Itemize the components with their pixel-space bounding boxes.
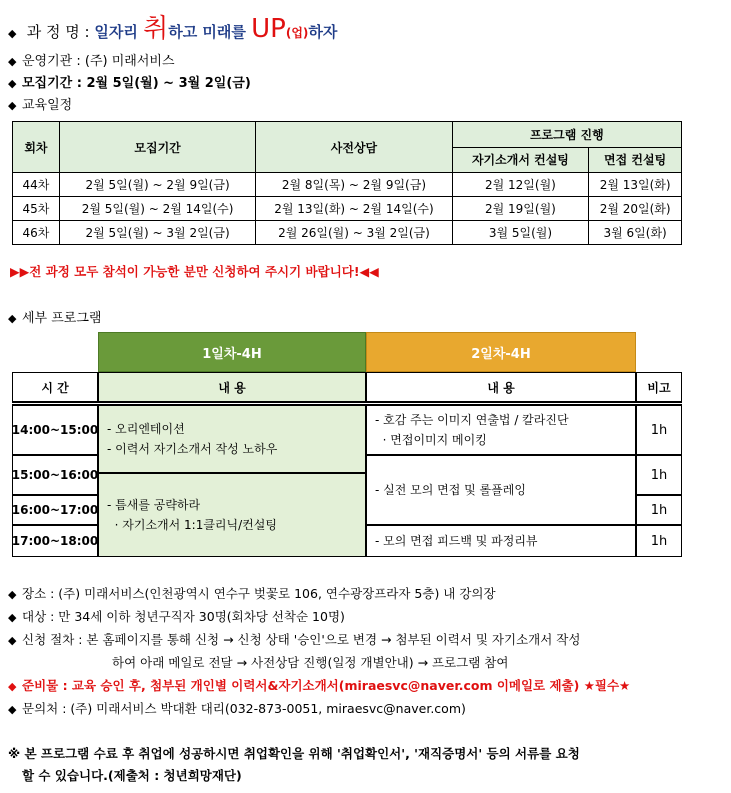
note-cell: 1h <box>636 525 682 557</box>
row-pre: 2월 13일(화) ~ 2월 14일(수) <box>256 197 452 221</box>
title-up: UP <box>251 14 286 44</box>
diamond-bullet-icon: ◆ <box>8 703 17 716</box>
content-line: · 면접이미지 메이킹 <box>375 433 487 447</box>
note-cell: 1h <box>636 455 682 495</box>
schedule-row <box>13 197 682 221</box>
title-part3: 하자 <box>308 23 338 41</box>
header-pre: 사전상담 <box>256 122 452 173</box>
diamond-bullet-icon: ◆ <box>8 312 17 325</box>
day2-block-image <box>366 405 636 455</box>
schedule-row <box>13 221 682 245</box>
procedure-line <box>8 630 580 648</box>
title-chwi: 취 <box>143 14 169 44</box>
contact-text: 문의처 : (주) 미래서비스 박대환 대리(032-873-0051, miraesvc@naver.com) <box>22 701 466 716</box>
schedule-label: 교육일정 <box>22 98 73 113</box>
target-text: 대상 : 만 34세 이하 청년구직자 30명(회차당 선착순 10명) <box>22 609 345 624</box>
day1-block-orientation <box>98 405 366 473</box>
day2-header: 2일차-4H <box>366 332 636 372</box>
schedule-table <box>12 121 682 245</box>
footnote-line-1: ※ 본 프로그램 수료 후 취업에 성공하시면 취업확인을 위해 '취업확인서', '재직증명서' 등의 서류를 요청 <box>8 746 580 761</box>
diamond-bullet-icon: ◆ <box>8 611 17 624</box>
detail-label: 세부 프로그램 <box>22 311 102 326</box>
detail-label-line <box>8 307 101 326</box>
day1-header: 1일차-4H <box>98 332 366 372</box>
org-text: 운영기관 : (주) 미래서비스 <box>22 54 175 69</box>
notice-text: ▶▶전 과정 모두 참석이 가능한 분만 신청하여 주시기 바랍니다!◀◀ <box>10 264 379 279</box>
col-time: 시 간 <box>12 372 98 402</box>
prep-text: 준비물 : 교육 승인 후, 첨부된 개인별 이력서&자기소개서(miraesvc@naver.com 이메일로 제출) ★필수★ <box>22 678 631 693</box>
time-cell: 17:00~18:00 <box>12 525 98 557</box>
content-line: - 오리엔테이션 <box>107 422 185 436</box>
schedule-row <box>13 173 682 197</box>
diamond-bullet-icon: ◆ <box>8 99 17 112</box>
time-cell: 16:00~17:00 <box>12 495 98 525</box>
day2-block-feedback <box>366 525 636 557</box>
recruit-line <box>8 72 251 91</box>
note-cell: 1h <box>636 495 682 525</box>
header-period: 모집기간 <box>59 122 255 173</box>
title-part2: 하고 미래를 <box>168 23 252 41</box>
header-interview: 면접 컨설팅 <box>589 147 682 173</box>
content-line: - 이력서 자기소개서 작성 노하우 <box>107 442 278 456</box>
title-part1: 일자리 <box>94 23 144 41</box>
recruit-text: 모집기간 : 2월 5일(월) ~ 3월 2일(금) <box>22 76 251 91</box>
row-period: 2월 5일(월) ~ 3월 2일(금) <box>59 221 255 245</box>
target-line <box>8 607 345 625</box>
row-interview: 2월 13일(화) <box>589 173 682 197</box>
content-line: - 실전 모의 면접 및 롤플레잉 <box>375 483 526 497</box>
row-round: 46차 <box>13 221 60 245</box>
title-label: 과 정 명 : <box>26 23 95 41</box>
row-round: 45차 <box>13 197 60 221</box>
row-interview: 3월 6일(화) <box>589 221 682 245</box>
place-line <box>8 584 496 602</box>
row-period: 2월 5일(월) ~ 2월 14일(수) <box>59 197 255 221</box>
col-note: 비고 <box>636 372 682 402</box>
row-round: 44차 <box>13 173 60 197</box>
procedure-text-2: 하여 아래 메일로 전달 → 사전상담 진행(일정 개별안내) → 프로그램 참여 <box>112 655 509 670</box>
day1-block-resume-clinic <box>98 473 366 557</box>
diamond-bullet-icon: ◆ <box>8 634 17 647</box>
content-line: - 호감 주는 이미지 연출법 / 칼라진단 <box>375 413 569 427</box>
row-pre: 2월 8일(목) ~ 2월 9일(금) <box>256 173 452 197</box>
row-interview: 2월 20일(화) <box>589 197 682 221</box>
footnote-line-2: 할 수 있습니다.(제출처 : 청년희망재단) <box>22 768 242 783</box>
prep-line <box>8 676 630 694</box>
header-program: 프로그램 진행 <box>452 122 681 148</box>
title-eop: (업) <box>285 26 309 40</box>
content-line: · 자기소개서 1:1클리닉/컨설팅 <box>107 518 277 532</box>
org-line <box>8 50 175 69</box>
row-period: 2월 5일(월) ~ 2월 9일(금) <box>59 173 255 197</box>
schedule-label-line <box>8 94 72 113</box>
diamond-bullet-icon: ◆ <box>8 27 17 40</box>
contact-line <box>8 699 466 717</box>
col-content1: 내 용 <box>98 372 366 402</box>
row-resume: 2월 12일(월) <box>452 173 589 197</box>
content-line: - 틈새를 공략하라 <box>107 498 201 512</box>
day2-block-mock-interview <box>366 455 636 525</box>
course-title <box>8 8 337 45</box>
row-resume: 2월 19일(월) <box>452 197 589 221</box>
procedure-text-1: 신청 절차 : 본 홈페이지를 통해 신청 → 신청 상태 '승인'으로 변경 → 첨부된 이력서 및 자기소개서 작성 <box>22 632 581 647</box>
note-cell: 1h <box>636 405 682 455</box>
diamond-bullet-icon: ◆ <box>8 588 17 601</box>
time-cell: 15:00~16:00 <box>12 455 98 495</box>
header-round: 회차 <box>13 122 60 173</box>
diamond-bullet-icon: ◆ <box>8 55 17 68</box>
col-content2: 내 용 <box>366 372 636 402</box>
place-text: 장소 : (주) 미래서비스(인천광역시 연수구 벚꽃로 106, 연수광장프라자 5층) 내 강의장 <box>22 586 496 601</box>
diamond-bullet-icon: ◆ <box>8 680 17 693</box>
content-line: - 모의 면접 피드백 및 파정리뷰 <box>375 534 538 548</box>
header-resume: 자기소개서 컨설팅 <box>452 147 589 173</box>
row-pre: 2월 26일(월) ~ 3월 2일(금) <box>256 221 452 245</box>
row-resume: 3월 5일(월) <box>452 221 589 245</box>
time-cell: 14:00~15:00 <box>12 405 98 455</box>
diamond-bullet-icon: ◆ <box>8 77 17 90</box>
